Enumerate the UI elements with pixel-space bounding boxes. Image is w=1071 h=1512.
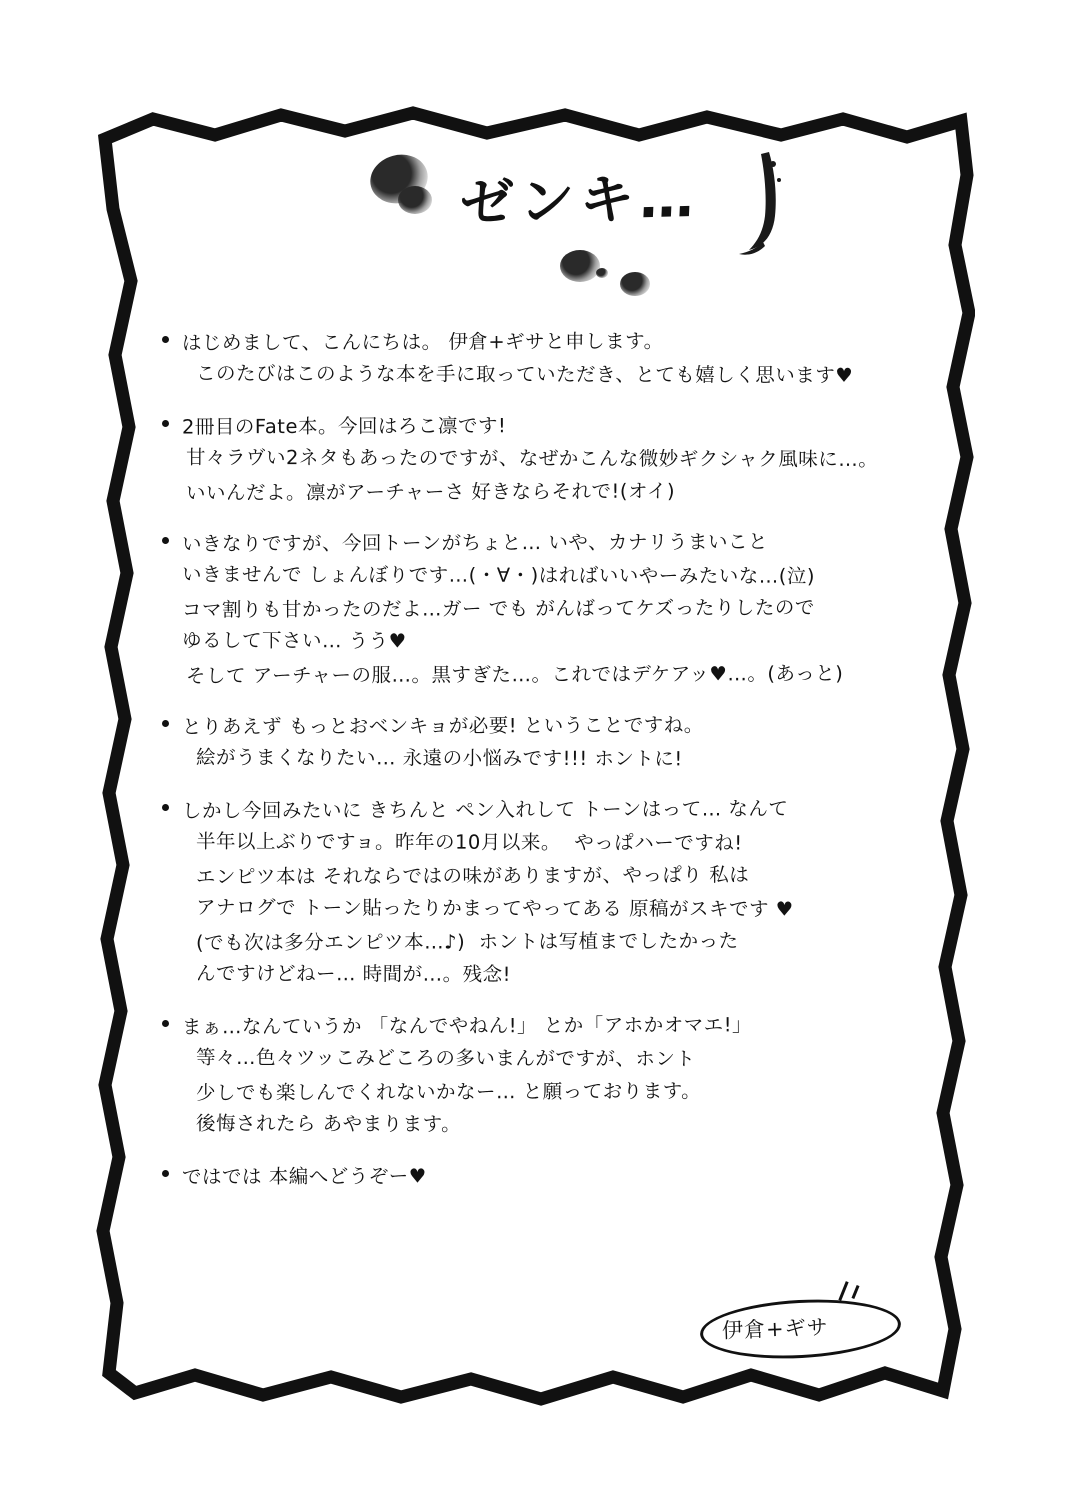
text-line: このたびはこのような本を手に取っていただき、とても嬉しく思います♥ bbox=[195, 361, 854, 387]
text-line: とりあえず もっとおベンキョが必要! ということですね。 bbox=[181, 713, 704, 739]
text-line: 等々…色々ツッこみどころの多いまんがですが、ホント bbox=[195, 1045, 696, 1071]
bullet-point-icon bbox=[162, 537, 169, 544]
text-line: 2冊目のFate本。今回はろこ凛です! bbox=[181, 414, 507, 439]
text-line: 甘々ラヴい2ネタもあったのですが、なぜかこんな微妙ギクシャク風味に…。 bbox=[185, 445, 879, 471]
bullet-point-icon bbox=[162, 420, 169, 427]
bullet-point-icon bbox=[162, 804, 169, 811]
ink-splatter-icon bbox=[398, 186, 432, 214]
handwritten-body-text bbox=[150, 325, 940, 1210]
text-line: まぁ…なんていうか 「なんでやねん!」 とか「アホかオマエ!」 bbox=[181, 1013, 753, 1039]
paragraph-study bbox=[150, 709, 940, 775]
text-line: 絵がうまくなりたい… 永遠の小悩みです!!! ホントに! bbox=[195, 745, 683, 771]
text-line: そして アーチャーの服…。黒すぎた…。これではデケアッ♥…。(あっと) bbox=[185, 661, 844, 688]
bullet-point-icon bbox=[162, 720, 169, 727]
bullet-point-icon bbox=[162, 1170, 169, 1177]
text-line: コマ割りも甘かったのだよ…ガー でも がんばってケズったりしたので bbox=[181, 596, 815, 622]
paragraph-tone-talk bbox=[150, 526, 940, 691]
paragraph-pen-work bbox=[150, 793, 940, 991]
text-line: いいんだよ。凛がアーチャーさ 好きならそれで!(オイ) bbox=[185, 479, 676, 505]
text-line: 少しでも楽しんでくれないかなー… と願っております。 bbox=[195, 1079, 702, 1105]
paragraph-fate-book bbox=[150, 409, 940, 508]
text-line: んですけどねー… 時間が…。残念! bbox=[195, 961, 512, 986]
text-line: いきませんで しょんぼりです…(・∀・)はればいいやーみたいな…(泣) bbox=[181, 562, 816, 588]
text-line: エンピツ本は それならではの味がありますが、やっぱり 私は bbox=[195, 863, 750, 889]
text-line: しかし今回みたいに きちんと ペン入れして トーンはって… なんて bbox=[181, 797, 789, 823]
paragraph-closing-thoughts bbox=[150, 1009, 940, 1141]
ink-splatter-icon bbox=[620, 272, 650, 296]
text-line: はじめまして、こんにちは。 伊倉+ギサと申します。 bbox=[181, 329, 664, 355]
text-line: (でも次は多分エンピツ本…♪) ホントは写植までしたかった bbox=[195, 929, 739, 955]
text-line: アナログで トーン貼ったりかまってやってある 原稿がスキです ♥ bbox=[195, 895, 794, 921]
signature-text: 伊倉+ギサ bbox=[721, 1315, 830, 1343]
bullet-point-icon bbox=[162, 1020, 169, 1027]
bullet-point-icon bbox=[162, 336, 169, 343]
text-line: ではでは 本編へどうぞー♥ bbox=[181, 1164, 427, 1189]
author-signature bbox=[700, 1295, 910, 1365]
text-line: 後悔されたら あやまります。 bbox=[195, 1111, 462, 1136]
text-line: ゆるして下さい… うう♥ bbox=[181, 628, 407, 653]
text-line: いきなりですが、今回トーンがちょと… いや、カナリうまいこと bbox=[181, 530, 768, 556]
text-line: 半年以上ぶりですョ。昨年の10月以来。 やっぱハーですね! bbox=[195, 829, 743, 855]
paragraph-to-main bbox=[150, 1159, 940, 1192]
page-title: ゼンキ… bbox=[458, 165, 702, 236]
paragraph-greeting bbox=[150, 325, 940, 391]
ink-brush-stroke-icon bbox=[735, 150, 805, 260]
